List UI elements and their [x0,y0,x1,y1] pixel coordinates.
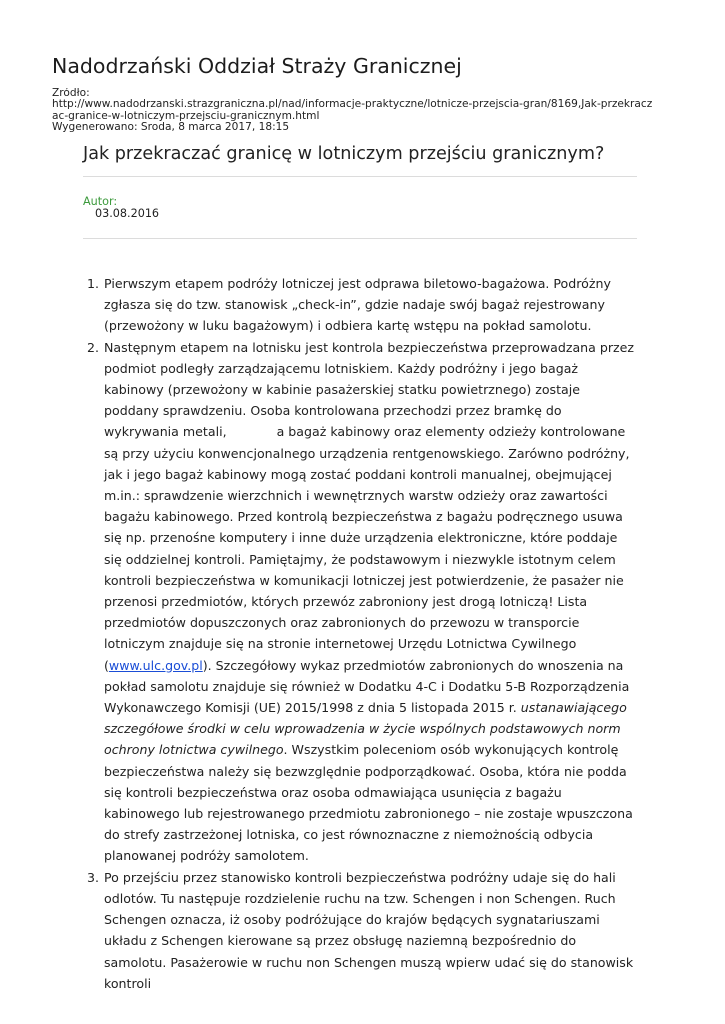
list-item-text-part: ). Szczegółowy wykaz przedmiotów zabronionych do wnoszenia na pokład samolotu znajduje się również w Dodatku 4-C i Dodatku 5-B Rozporządzenia Wykonawczego Komisji (UE) 2015/1998 z dnia 5 listopada 2015 r. [104,657,630,716]
list-item-security-control [103,337,636,867]
list-item-text: Pierwszym etapem podróży lotniczej jest odprawa biletowo-bagażowa. Podróżny zgłasza się do tzw. stanowisk „check-in”, gdzie nadaje swój bagaż rejestrowany (przewożony w luku bagażowym) i odbiera kartę wstępu na pokład samolotu. [104,276,611,334]
list-item-text: Po przejściu przez stanowisko kontroli bezpieczeństwa podróżny udaje się do hali odlotów. Tu następuje rozdzielenie ruchu na tzw. Schengen i non Schengen. Ruch Schengen oznacza, iż osoby podróżujące do krajów będących sygnatariuszami układu z Schengen kierowane są przez obsługę naziemną bezpośrednio do samolotu. Pasażerowie w ruchu non Schengen muszą wpierw udać się do stanowisk kontroli [104,869,634,991]
source-label: Źródło: [52,88,90,99]
ulc-website-link[interactable]: www.ulc.gov.pl [108,657,203,673]
divider-top [83,176,637,177]
publication-date: 03.08.2016 [95,207,160,220]
site-title: Nadodrzański Oddział Straży Granicznej [52,54,462,78]
source-url-line-2: ac-granice-w-lotniczym-przejsciu-granicznym.html [52,110,320,122]
list-item-text-part: . Wszystkim poleceniom osób wykonujących kontrolę bezpieczeństwa należy się bezwzględnie podporządkować. Osoba, która nie podda się kontroli bezpieczeństwa oraz osoba odmawiająca usunięcia z bagażu kabinowego lub rejestrowanego przedmiotu zabronionego – nie zostaje wpuszczona do strefy zastrzeżonej lotniska, co jest równoznaczne z niemożnością odbycia planowanej podróży samolotem. [104,742,633,864]
list-item-text-part: a bagaż kabinowy oraz elementy odzieży kontrolowane są przy użyciu konwencjonalnego urządzenia rentgenowskiego. Zarówno podróżny, jak i jego bagaż kabinowy mogą zostać poddani kontroli manualnej, obejmującej m.in.: sprawdzenie wierzchnich i wewnętrznych warstw odzieży oraz zawartości bagażu kabinowego. Przed kontrolą bezpieczeństwa z bagażu podręcznego usuwa się np. przenośne komputery i inne duże urządzenia elektroniczne, które poddaje się oddzielnej kontroli. Pamiętajmy, że podstawowym i niezwykle istotnym celem kontroli bezpieczeństwa w komunikacji lotniczej jest potwierdzenie, że pasażer nie przenosi przedmiotów, których przewóz zabroniony jest drogą lotniczą! Lista przedmiotów dopuszczonych oraz zabronionych do przewozu w transporcie lotniczym znajduje się na stronie internetowej Urzędu Lotnictwa Cywilnego ( [104,424,630,673]
divider-bottom [83,238,637,239]
regulation-title: ustanawiającego szczegółowe środki w celu wprowadzenia w życie wspólnych podstawowych norm ochrony lotnictwa cywilnego [104,700,627,758]
source-url-line-1: http://www.nadodrzanski.strazgraniczna.pl/nad/informacje-praktyczne/lotnicze-przejscia-gran/8169,Jak-przekracz [52,99,653,111]
list-item-text-part: Następnym etapem na lotnisku jest kontrola bezpieczeństwa przeprowadzana przez podmiot podległy zarządzającemu lotniskiem. Każdy podróżny i jego bagaż kabinowy (przewożony w kabinie pasażerskiej statku powietrznego) zostaje poddany sprawdzeniu. Osoba kontrolowana przechodzi przez bramkę do wykrywania metali, [104,339,635,440]
steps-list [80,273,636,994]
source-meta [52,88,674,134]
article-title: Jak przekraczać granicę w lotniczym przejściu granicznym? [83,144,605,164]
list-item-check-in [103,273,636,337]
author-label: Autor: [83,195,118,208]
generated-date: Wygenerowano: Środa, 8 marca 2017, 18:15 [52,122,290,134]
list-item-departure-hall [103,867,636,994]
article-body [80,273,636,994]
